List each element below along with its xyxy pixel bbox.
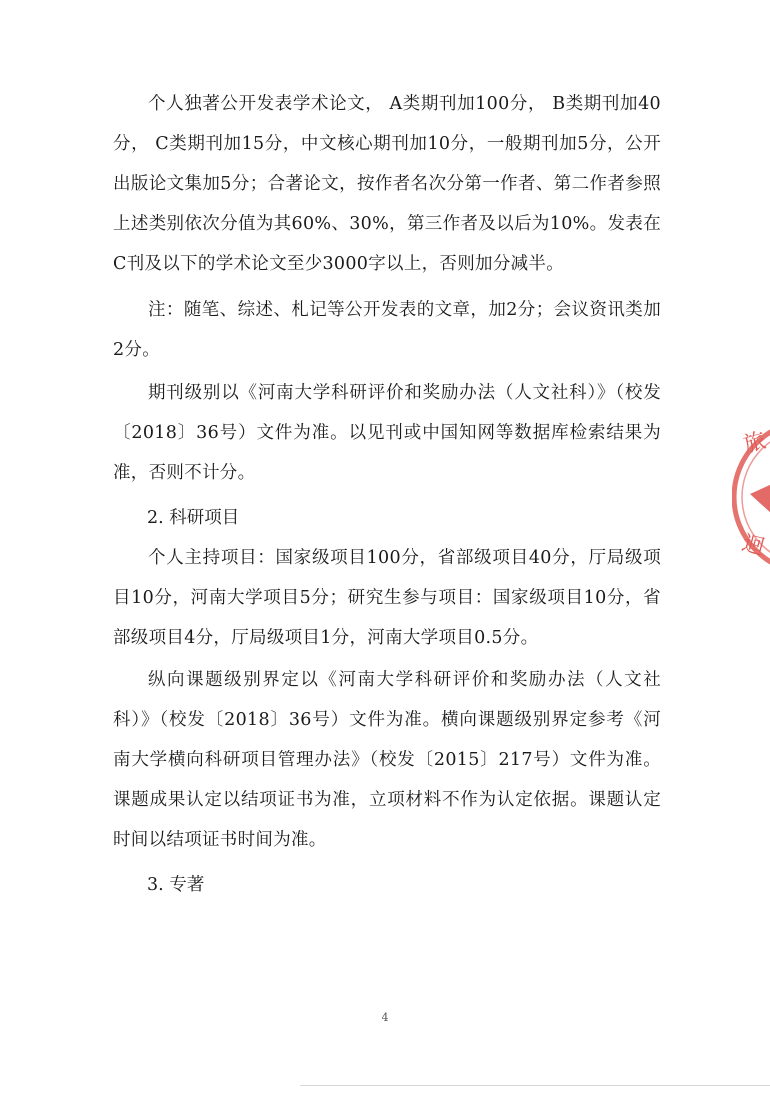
bottom-scan-edge — [300, 1085, 770, 1086]
seal-char-bottom: 迴 — [739, 530, 767, 561]
page-number: 4 — [381, 1011, 389, 1024]
paragraph-paper-scoring: 个人独著公开发表学术论文， A类期刊加100分， B类期刊加40分， C类期刊加15分，中文核心期刊加10分，一般期刊加5分，公开出版论文集加5分；合著论文，按作者名次分第一作者、第二作者参照上述类别依次分值为其60%、30%，第三作者及以后为10%。发表在C刊及以下的学术论文至少3000字以上，否则加分减半。 — [113, 94, 661, 274]
paragraph-journal-level: 期刊级别以《河南大学科研评价和奖励办法（人文社科）》（校发〔2018〕36号）文件为准。以见刊或中国知网等数据库检索结果为准，否则不计分。 — [113, 383, 661, 483]
heading-monographs: 3. 专著 — [147, 875, 205, 895]
paragraph-project-scoring: 个人主持项目：国家级项目100分，省部级项目40分，厅局级项目10分，河南大学项目5分；研究生参与项目：国家级项目10分，省部级项目4分，厅局级项目1分，河南大学项目0.5分。 — [113, 548, 661, 648]
red-seal-stamp — [732, 412, 770, 582]
paragraph-note: 注：随笔、综述、札记等公开发表的文章，加2分；会议资讯类加2分。 — [113, 300, 661, 360]
paragraph-project-level: 纵向课题级别界定以《河南大学科研评价和奖励办法（人文社科）》（校发〔2018〕36号）文件为准。横向课题级别界定参考《河南大学横向科研项目管理办法》（校发〔2015〕217号）文件为准。课题成果认定以结项证书为准，立项材料不作为认定依据。课题认定时间以结项证书时间为准。 — [113, 670, 661, 850]
heading-research-projects: 2. 科研项目 — [147, 508, 240, 528]
seal-char-top: 旅 — [740, 428, 769, 459]
